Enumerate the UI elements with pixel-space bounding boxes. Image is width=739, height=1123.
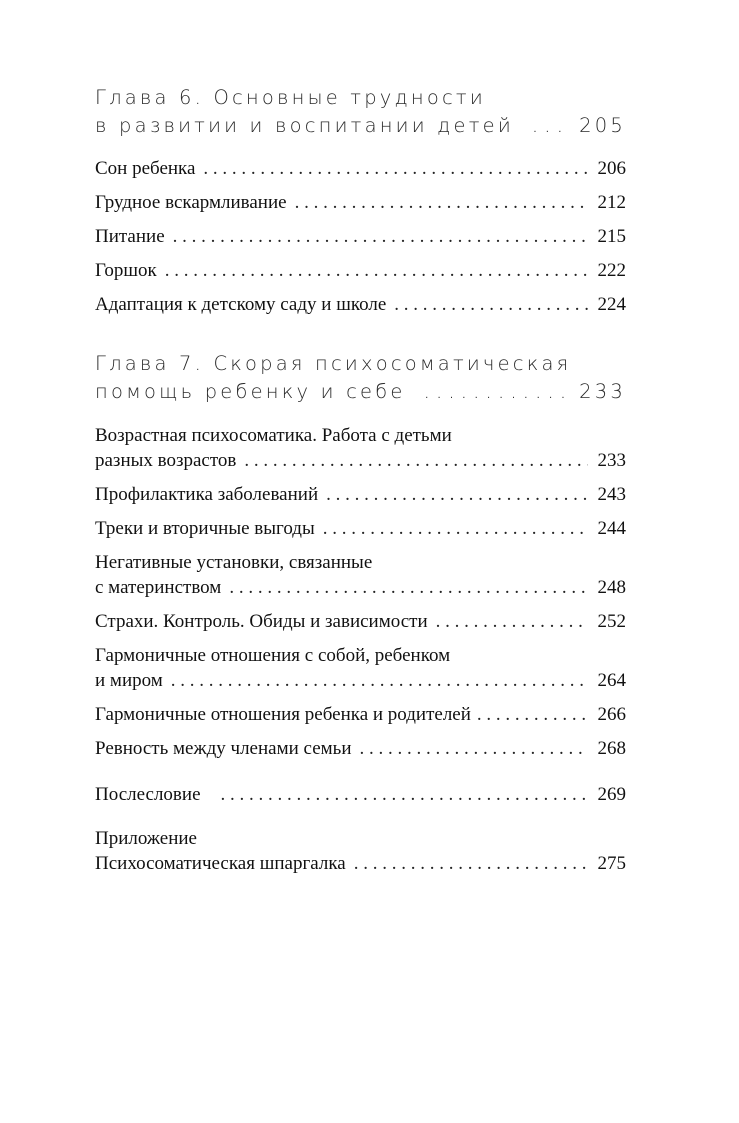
toc-entry-page: 243 xyxy=(597,484,626,505)
appendix-heading: Приложение xyxy=(95,828,197,849)
leader-dots xyxy=(221,782,588,807)
chapter-7-title-line2: помощь ребенку и себе xyxy=(95,380,406,403)
chapter-6-title-line1: Глава 6. Основные трудности xyxy=(95,86,486,109)
toc-entry-page: 212 xyxy=(597,192,626,213)
leader-dots xyxy=(532,112,564,140)
toc-entry-title: Гармоничные отношения ребенка и родителей xyxy=(95,704,471,725)
leader-dots xyxy=(326,482,588,507)
chapter-7-title-line2-row xyxy=(95,378,626,406)
toc-entry-title: Сон ребенка xyxy=(95,158,196,179)
appendix-page: 275 xyxy=(597,853,626,874)
chapter-6-title-line2-row xyxy=(95,112,626,140)
toc-entry xyxy=(95,190,626,215)
toc-entry xyxy=(95,423,626,473)
leader-dots xyxy=(171,668,588,693)
toc-entry-title: Профилактика заболеваний xyxy=(95,484,319,505)
toc-entry-title: Горшок xyxy=(95,260,157,281)
toc-entry-page: 206 xyxy=(597,158,626,179)
toc-entry xyxy=(95,609,626,634)
toc-entry-title-line1: Гармоничные отношения с собой, ребенком xyxy=(95,645,451,666)
toc-entry xyxy=(95,516,626,541)
afterword-entry xyxy=(95,782,626,807)
toc-entry-title: Адаптация к детскому саду и школе xyxy=(95,294,387,315)
toc-entry-title-line1: Возрастная психосоматика. Работа с детьми xyxy=(95,425,452,446)
afterword-page: 269 xyxy=(597,784,626,805)
chapter-6-page: 205 xyxy=(579,114,626,137)
toc-entry-title: с материнством xyxy=(95,577,222,598)
leader-dots xyxy=(354,851,588,876)
leader-dots xyxy=(295,190,588,215)
toc-entry-title: разных возрастов xyxy=(95,450,237,471)
leader-dots xyxy=(165,258,588,283)
afterword-title: Послесловие xyxy=(95,784,201,805)
toc-entry xyxy=(95,482,626,507)
chapter-7-title-line1: Глава 7. Скорая психосоматическая xyxy=(95,352,572,375)
toc-entry-page: 224 xyxy=(597,294,626,315)
appendix-title: Психосоматическая шпаргалка xyxy=(95,853,346,874)
leader-dots xyxy=(323,516,588,541)
toc-entry xyxy=(95,643,626,693)
toc-entry-title: Страхи. Контроль. Обиды и зависимости xyxy=(95,611,428,632)
toc-entry-title-line1: Негативные установки, связанные xyxy=(95,552,373,573)
toc-entry-page: 252 xyxy=(597,611,626,632)
toc-entry xyxy=(95,156,626,181)
toc-entry xyxy=(95,224,626,249)
toc-entry-page: 244 xyxy=(597,518,626,539)
leader-dots xyxy=(244,448,588,473)
leader-dots xyxy=(173,224,588,249)
toc-entry-title: Треки и вторичные выгоды xyxy=(95,518,315,539)
leader-dots xyxy=(394,292,588,317)
toc-entry-title: и миром xyxy=(95,670,163,691)
toc-entry-page: 268 xyxy=(597,738,626,759)
toc-entry-page: 248 xyxy=(597,577,626,598)
toc-entry-page: 222 xyxy=(597,260,626,281)
toc-entry-page: 233 xyxy=(597,450,626,471)
leader-dots xyxy=(424,378,564,406)
chapter-6-heading xyxy=(95,84,626,140)
toc-entry-title: Ревность между членами семьи xyxy=(95,738,352,759)
leader-dots xyxy=(436,609,588,634)
toc-entry xyxy=(95,550,626,600)
toc-entry-page: 215 xyxy=(597,226,626,247)
chapter-7-page: 233 xyxy=(579,380,626,403)
toc-entry-title: Грудное вскармливание xyxy=(95,192,287,213)
leader-dots xyxy=(359,736,588,761)
toc-entry xyxy=(95,258,626,283)
toc-entry-title: Питание xyxy=(95,226,165,247)
toc-entry xyxy=(95,736,626,761)
chapter-7-heading xyxy=(95,350,626,406)
toc-entry-page: 266 xyxy=(597,704,626,725)
toc-entry xyxy=(95,292,626,317)
leader-dots xyxy=(203,156,588,181)
leader-dots xyxy=(477,702,588,727)
appendix-entry xyxy=(95,826,626,876)
toc-entry-page: 264 xyxy=(597,670,626,691)
leader-dots xyxy=(229,575,588,600)
toc-entry xyxy=(95,702,626,727)
chapter-6-title-line2: в развитии и воспитании детей xyxy=(95,114,514,137)
